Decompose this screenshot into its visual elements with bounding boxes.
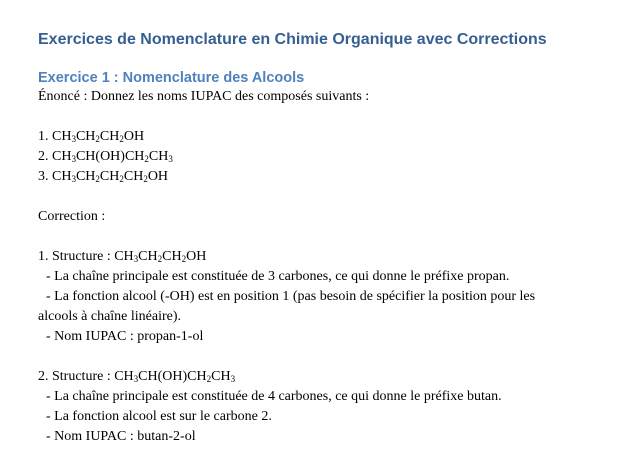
- formula-text: CH: [138, 249, 158, 264]
- formula-subscript: 2: [181, 254, 187, 264]
- correction-2-function: - La fonction alcool est sur le carbone 2.: [46, 409, 272, 424]
- compound-3: [38, 167, 598, 187]
- blank-line: [38, 187, 598, 207]
- formula-subscript: 2: [95, 174, 100, 184]
- formula-subscript: 2: [206, 374, 212, 384]
- formula-subscript: 3: [71, 134, 76, 144]
- formula-text: OH: [147, 169, 169, 184]
- correction-1-structure: [38, 247, 598, 267]
- compound-1: [38, 127, 598, 147]
- formula-text: CH: [162, 249, 182, 264]
- formula-subscript: 3: [230, 374, 236, 384]
- formula-subscript: 2: [143, 174, 148, 184]
- formula-prefix: 2.: [38, 149, 52, 164]
- formula-text: CH: [99, 169, 120, 184]
- formula-subscript: 3: [71, 174, 76, 184]
- formula-subscript: 3: [168, 154, 173, 164]
- formula-text: CH: [75, 169, 96, 184]
- formula-text: CH: [114, 249, 134, 264]
- blank-line: [38, 347, 598, 367]
- formula-subscript: 2: [119, 174, 124, 184]
- formula-subscript: 2: [119, 134, 124, 144]
- formula-prefix: 2. Structure :: [38, 369, 115, 384]
- blank-line: [38, 227, 598, 247]
- formula-text: OH: [186, 249, 207, 264]
- statement-text: Énoncé : Donnez les noms IUPAC des composés suivants :: [38, 89, 370, 104]
- formula-subscript: 3: [133, 374, 139, 384]
- formula-subscript: 3: [133, 254, 139, 264]
- formula-prefix: 1. Structure :: [38, 249, 115, 264]
- formula-text: CH: [52, 169, 72, 184]
- formula-subscript: 2: [95, 134, 100, 144]
- correction-1-iupac-name: - Nom IUPAC : propan-1-ol: [46, 329, 204, 344]
- formula-text: CH: [123, 169, 144, 184]
- exercise-heading: Exercice 1 : Nomenclature des Alcools: [38, 70, 305, 86]
- formula-text: CH: [52, 149, 72, 164]
- formula-text: OH: [123, 129, 145, 144]
- formula-text: CH: [114, 369, 134, 384]
- formula-text: CH(OH)CH: [75, 149, 145, 164]
- formula-text: CH: [99, 129, 120, 144]
- formula-prefix: 1.: [38, 129, 52, 144]
- formula-text: CH: [75, 129, 96, 144]
- correction-label: Correction :: [38, 209, 106, 224]
- formula-text: CH(OH)CH: [138, 369, 207, 384]
- compound-2: [38, 147, 598, 167]
- document-title: Exercices de Nomenclature en Chimie Organique avec Corrections: [38, 31, 547, 48]
- document-page: [38, 30, 598, 447]
- correction-1-function-wrap: alcools à chaîne linéaire).: [38, 309, 182, 324]
- formula-subscript: 3: [71, 154, 76, 164]
- formula-text: CH: [148, 149, 169, 164]
- correction-1-function-part: - La fonction alcool (-OH) est en position 1 (pas besoin de spécifier la position pour les: [46, 289, 536, 304]
- correction-2-structure: [38, 367, 598, 387]
- correction-2-chain: - La chaîne principale est constituée de 4 carbones, ce qui donne le préfixe butan.: [46, 389, 502, 404]
- correction-1-chain: - La chaîne principale est constituée de 3 carbones, ce qui donne le préfixe propan.: [46, 269, 510, 284]
- correction-2-iupac-name: - Nom IUPAC : butan-2-ol: [46, 429, 196, 444]
- formula-text: CH: [211, 369, 231, 384]
- formula-text: CH: [52, 129, 72, 144]
- formula-prefix: 3.: [38, 169, 52, 184]
- formula-subscript: 2: [144, 154, 149, 164]
- formula-subscript: 2: [157, 254, 163, 264]
- blank-line: [38, 107, 598, 127]
